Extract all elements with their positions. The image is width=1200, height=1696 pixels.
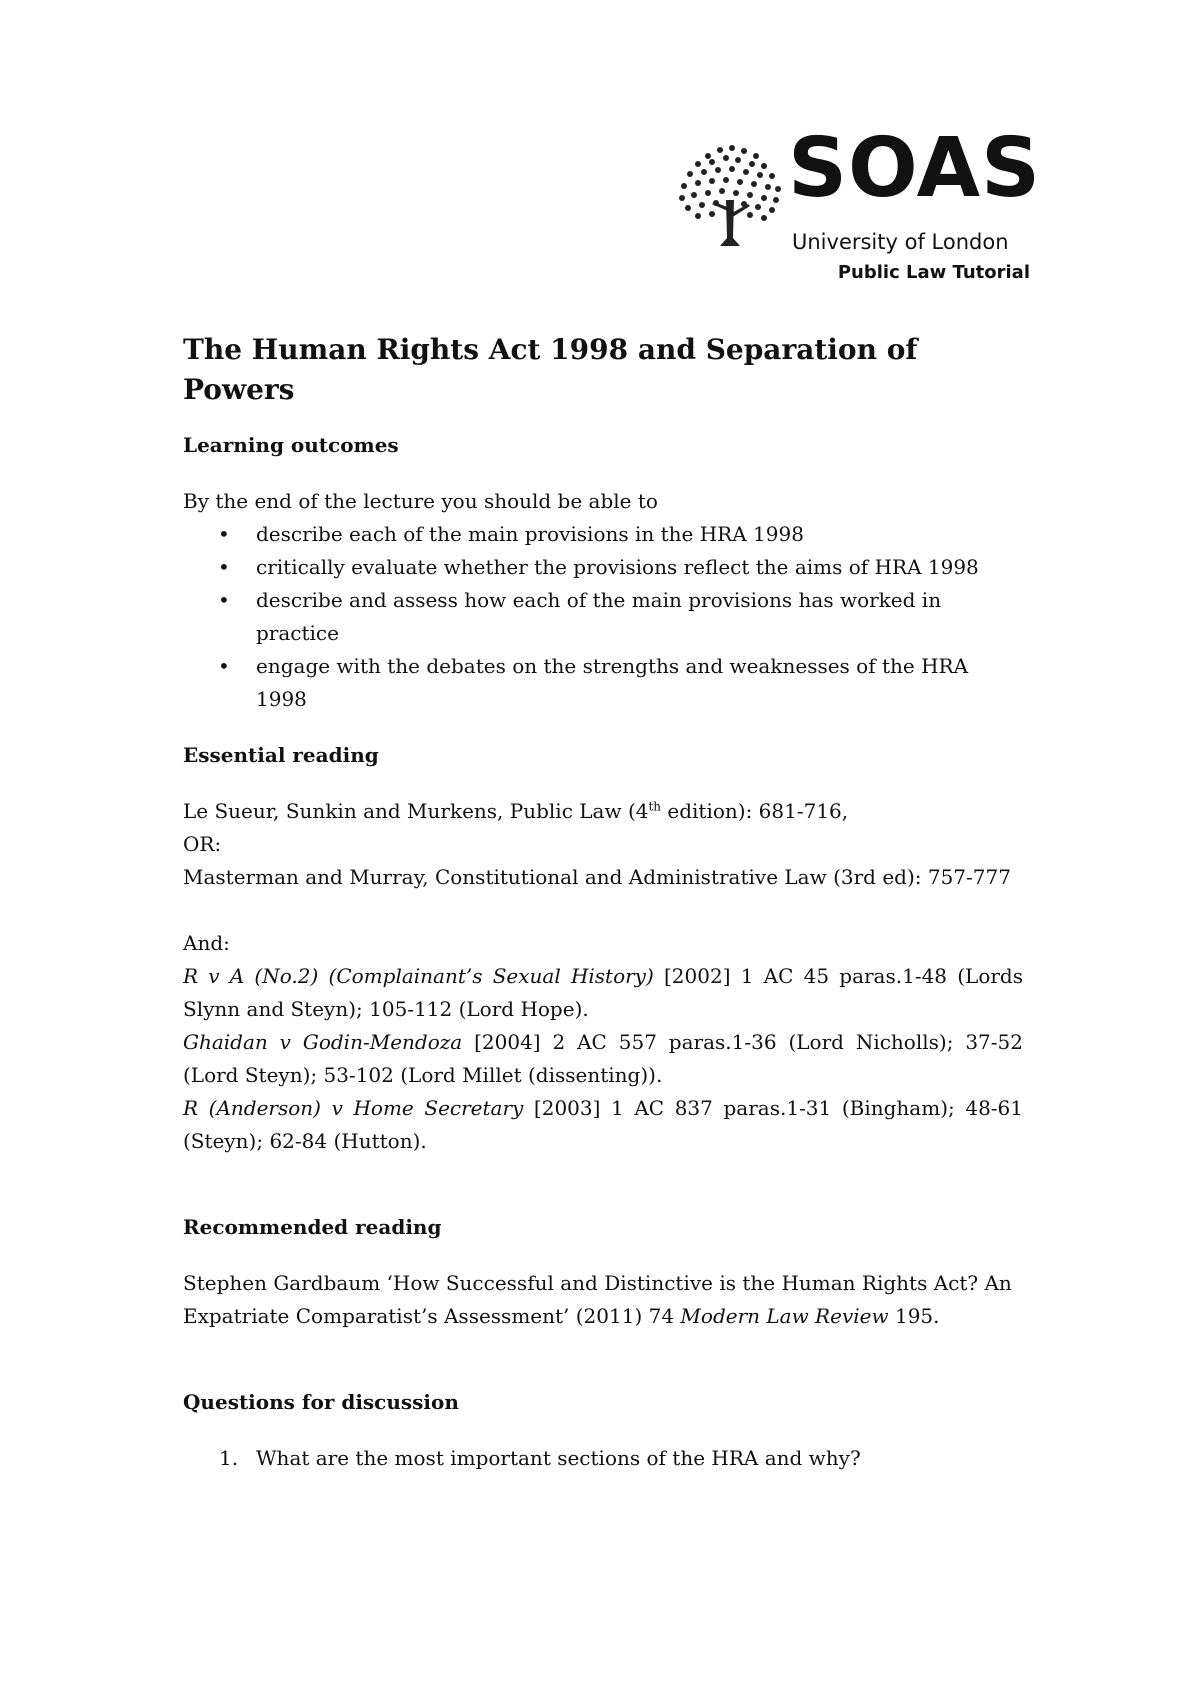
list-item: • critically evaluate whether the provisions reflect the aims of HRA 1998 — [183, 551, 1023, 584]
questions-heading: Questions for discussion — [183, 1390, 459, 1414]
recommended-reference: Stephen Gardbaum ‘How Successful and Distinctive is the Human Rights Act? An Expatriate Comparatist’s Assessment’ (2011) 74 Modern Law Review 195. — [183, 1271, 1012, 1328]
case-3: R (Anderson) v Home Secretary [2003] 1 AC 837 paras.1-31 (Bingham); 48-61 (Steyn); 62-84 (Hutton). — [183, 1096, 1023, 1153]
list-item: • engage with the debates on the strengths and weaknesses of the HRA 1998 — [183, 650, 1023, 716]
bullet-icon: • — [218, 555, 230, 579]
essential-book-2: Masterman and Murray, Constitutional and Administrative Law (3rd ed): 757-777 — [183, 865, 1011, 889]
soas-logo — [668, 121, 1042, 292]
bullet-icon: • — [218, 588, 230, 612]
tutorial-label: Public Law Tutorial — [837, 262, 1030, 283]
page-title: The Human Rights Act 1998 and Separation of Powers — [183, 333, 918, 406]
document-body — [183, 330, 1023, 1475]
bullet-icon: • — [218, 654, 230, 678]
logo-wordmark: SOAS — [788, 121, 1042, 216]
essential-and: And: — [183, 931, 230, 955]
essential-or: OR: — [183, 832, 222, 856]
essential-reading-heading: Essential reading — [183, 743, 379, 767]
list-item: • describe and assess how each of the main provisions has worked in practice — [183, 584, 1023, 650]
essential-book-1: Le Sueur, Sunkin and Murkens, Public Law (4th edition): 681-716, — [183, 799, 849, 823]
list-item: 1. What are the most important sections of the HRA and why? — [219, 1446, 861, 1470]
case-1: R v A (No.2) (Complainant’s Sexual History) [2002] 1 AC 45 paras.1-48 (Lords Slynn and Steyn); 105-112 (Lord Hope). — [183, 964, 1023, 1021]
questions-list — [183, 1442, 1023, 1475]
bullet-icon: • — [218, 522, 230, 546]
learning-outcomes-list — [183, 518, 1023, 716]
learning-outcomes-intro: By the end of the lecture you should be able to — [183, 489, 658, 513]
tree-logo-icon — [668, 142, 792, 254]
recommended-reading-heading: Recommended reading — [183, 1215, 442, 1239]
list-item: • describe each of the main provisions in the HRA 1998 — [183, 518, 1023, 551]
logo-subtitle: University of London — [792, 230, 1009, 254]
case-2: Ghaidan v Godin-Mendoza [2004] 2 AC 557 paras.1-36 (Lord Nicholls); 37-52 (Lord Steyn); 53-102 (Lord Millet (dissenting)). — [183, 1030, 1023, 1087]
learning-outcomes-heading: Learning outcomes — [183, 433, 399, 457]
